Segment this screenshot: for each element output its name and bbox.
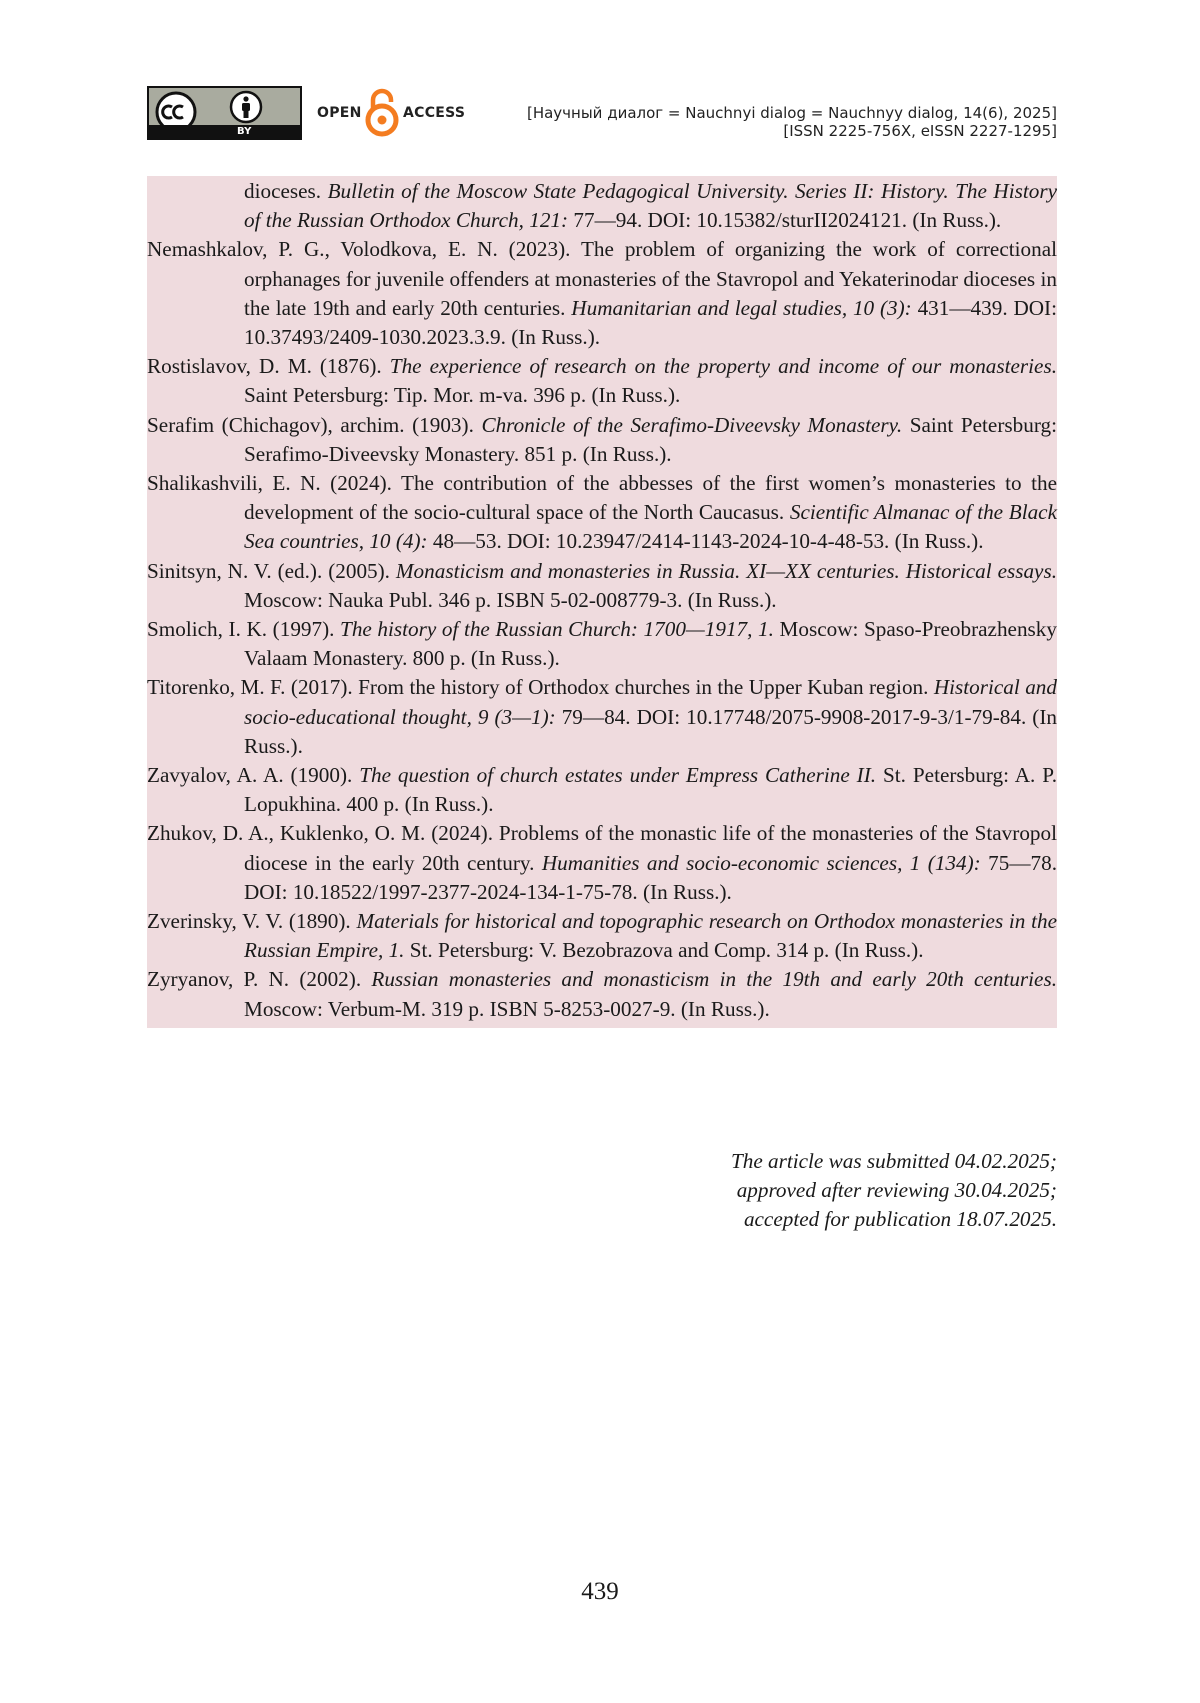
open-access-right-word: ACCESS xyxy=(403,105,466,121)
open-access-left-word: OPEN xyxy=(317,105,362,121)
reference-item: Zverinsky, V. V. (1890). Materials for historical and topographic research on Orthodox monasteries in the Russian Empire, 1. St. Petersburg: V. Bezobrazova and Comp. 314 p. (In Russ.). xyxy=(147,909,1057,963)
reference-item: Sinitsyn, N. V. (ed.). (2005). Monasticism and monasteries in Russia. XI—XX centuries. Historical essays. Moscow: Nauka Publ. 346 p. ISBN 5-02-008779-3. (In Russ.). xyxy=(147,558,1058,612)
open-access-logo[interactable] xyxy=(317,88,467,138)
reference-item: Nemashkalov, P. G., Volodkova, E. N. (2023). The problem of organizing the work of correctional orphanages for juvenile offenders at monasteries of the Stavropol and Yekaterinodar dioceses in the late 19th and early 20th centuries. Humanitarian and legal studies, 10 (3): 431—439. DOI: 10.37493/2409-1030.2023.3.9. (In Russ.). xyxy=(147,237,1057,350)
references-list xyxy=(147,176,1057,1028)
reference-item: Zavyalov, A. A. (1900). The question of church estates under Empress Catherine II. St. Petersburg: A. P. Lopukhina. 400 p. (In Russ.). xyxy=(147,763,1057,817)
reference-item: Zhukov, D. A., Kuklenko, O. M. (2024). Problems of the monastic life of the monasteries of the Stavropol diocese in the early 20th century. Humanities and socio-economic sciences, 1 (134): 75—78. DOI: 10.18522/1997-2377-2024-134-1-75-78. (In Russ.). xyxy=(147,821,1058,904)
cc-by-icon xyxy=(149,88,300,126)
reference-item: Rostislavov, D. M. (1876). The experience of research on the property and income of our monasteries. Saint Petersburg: Tip. Mor. m-va. 396 p. (In Russ.). xyxy=(147,354,1057,408)
reference-item: Zyryanov, P. N. (2002). Russian monasteries and monasticism in the 19th and early 20th centuries. Moscow: Verbum-M. 319 p. ISBN 5-8253-0027-9. (In Russ.). xyxy=(147,967,1057,1021)
journal-citation: [Научный диалог = Nauchnyi dialog = Nauchnyy dialog, 14(6), 2025] xyxy=(526,104,1057,122)
accepted-date: accepted for publication 18.07.2025. xyxy=(743,1207,1057,1232)
reference-item: Serafim (Chichagov), archim. (1903). Chronicle of the Serafimo-Diveevsky Monastery. Saint Petersburg: Serafimo-Diveevsky Monastery. 851 p. (In Russ.). xyxy=(147,412,1057,466)
reference-item: Shalikashvili, E. N. (2024). The contribution of the abbesses of the first women’s monasteries to the development of the socio-cultural space of the North Caucasus. Scientific Almanac of the Black Sea countries, 10 (4): 48—53. DOI: 10.23947/2414-1143-2024-10-4-48-53. (In Russ.). xyxy=(147,471,1057,554)
reference-item: Smolich, I. K. (1997). The history of the Russian Church: 1700—1917, 1. Moscow: Spaso-Preobrazhensky Valaam Monastery. 800 p. (In Russ.). xyxy=(147,617,1057,671)
journal-issn: [ISSN 2225-756X, eISSN 2227-1295] xyxy=(783,122,1057,140)
submitted-date: The article was submitted 04.02.2025; xyxy=(730,1149,1057,1173)
page-number: 439 xyxy=(581,1578,619,1605)
cc-by-label: BY xyxy=(237,126,252,137)
approved-date: approved after reviewing 30.04.2025; xyxy=(736,1178,1057,1203)
cc-by-license-badge[interactable] xyxy=(147,86,302,140)
journal-info xyxy=(527,104,1057,140)
page-header xyxy=(147,86,1057,142)
open-access-lock-icon xyxy=(364,88,400,138)
article-dates xyxy=(731,1147,1057,1235)
reference-item: Titorenko, M. F. (2017). From the history of Orthodox churches in the Upper Kuban region. Historical and socio-educational thought, 9 (3—1): 79—84. DOI: 10.17748/2075-9908-2017-9-3/1-79-84. (In Russ.). xyxy=(147,675,1057,758)
reference-continuation: dioceses. Bulletin of the Moscow State Pedagogical University. Series II: History. The History of the Russian Orthodox Church, 121: 77—94. DOI: 10.15382/sturII2024121. (In Russ.). xyxy=(244,179,1057,233)
